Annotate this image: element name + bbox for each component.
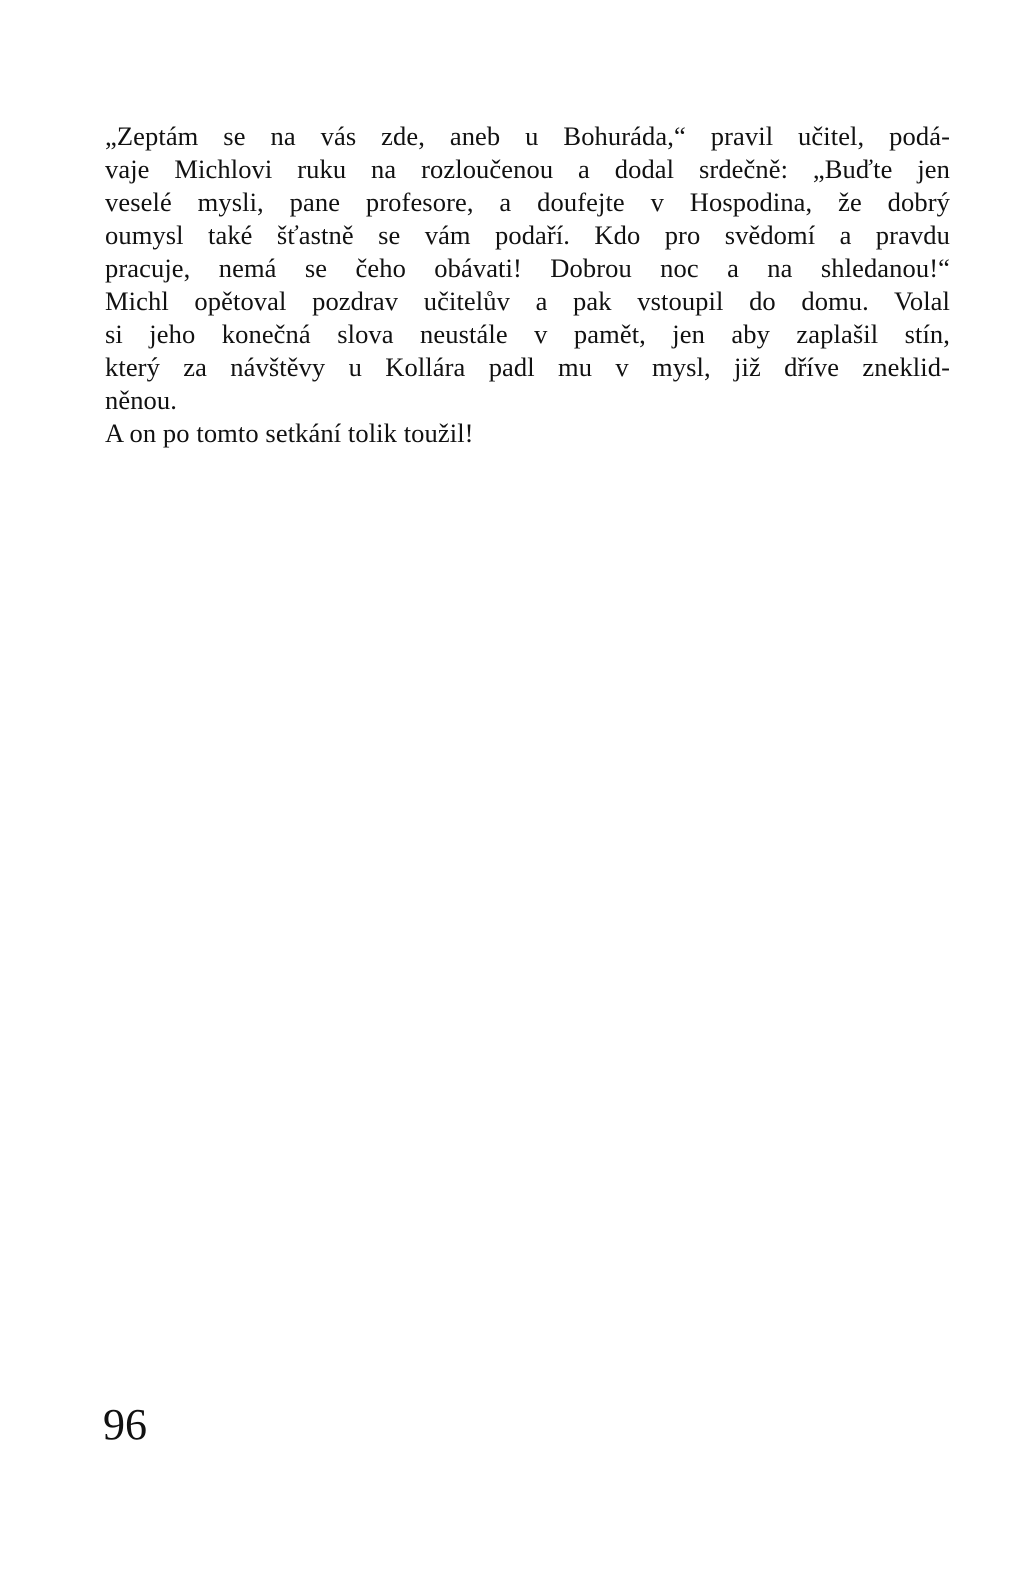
text-line: něnou. bbox=[105, 385, 177, 415]
text-line: vaje Michlovi ruku na rozloučenou a dodal srdečně: „Buďte jen bbox=[105, 154, 950, 184]
text-line: A on po tomto setkání tolik toužil! bbox=[105, 418, 474, 448]
text-line: veselé mysli, pane profesore, a doufejte v Hospodina, že dobrý bbox=[105, 187, 950, 217]
text-line: oumysl také šťastně se vám podaří. Kdo pro svědomí a pravdu bbox=[105, 220, 950, 250]
page-number: 96 bbox=[103, 1400, 147, 1449]
body-text bbox=[105, 120, 950, 450]
text-line: si jeho konečná slova neustále v pamět, jen aby zaplašil stín, bbox=[105, 319, 950, 349]
text-line: pracuje, nemá se čeho obávati! Dobrou noc a na shledanou!“ bbox=[105, 253, 950, 283]
text-line: „Zeptám se na vás zde, aneb u Bohuráda,“ pravil učitel, podá- bbox=[105, 121, 950, 151]
text-line: který za návštěvy u Kollára padl mu v mysl, již dříve zneklid- bbox=[105, 352, 950, 382]
text-line: Michl opětoval pozdrav učitelův a pak vstoupil do domu. Volal bbox=[105, 286, 950, 316]
